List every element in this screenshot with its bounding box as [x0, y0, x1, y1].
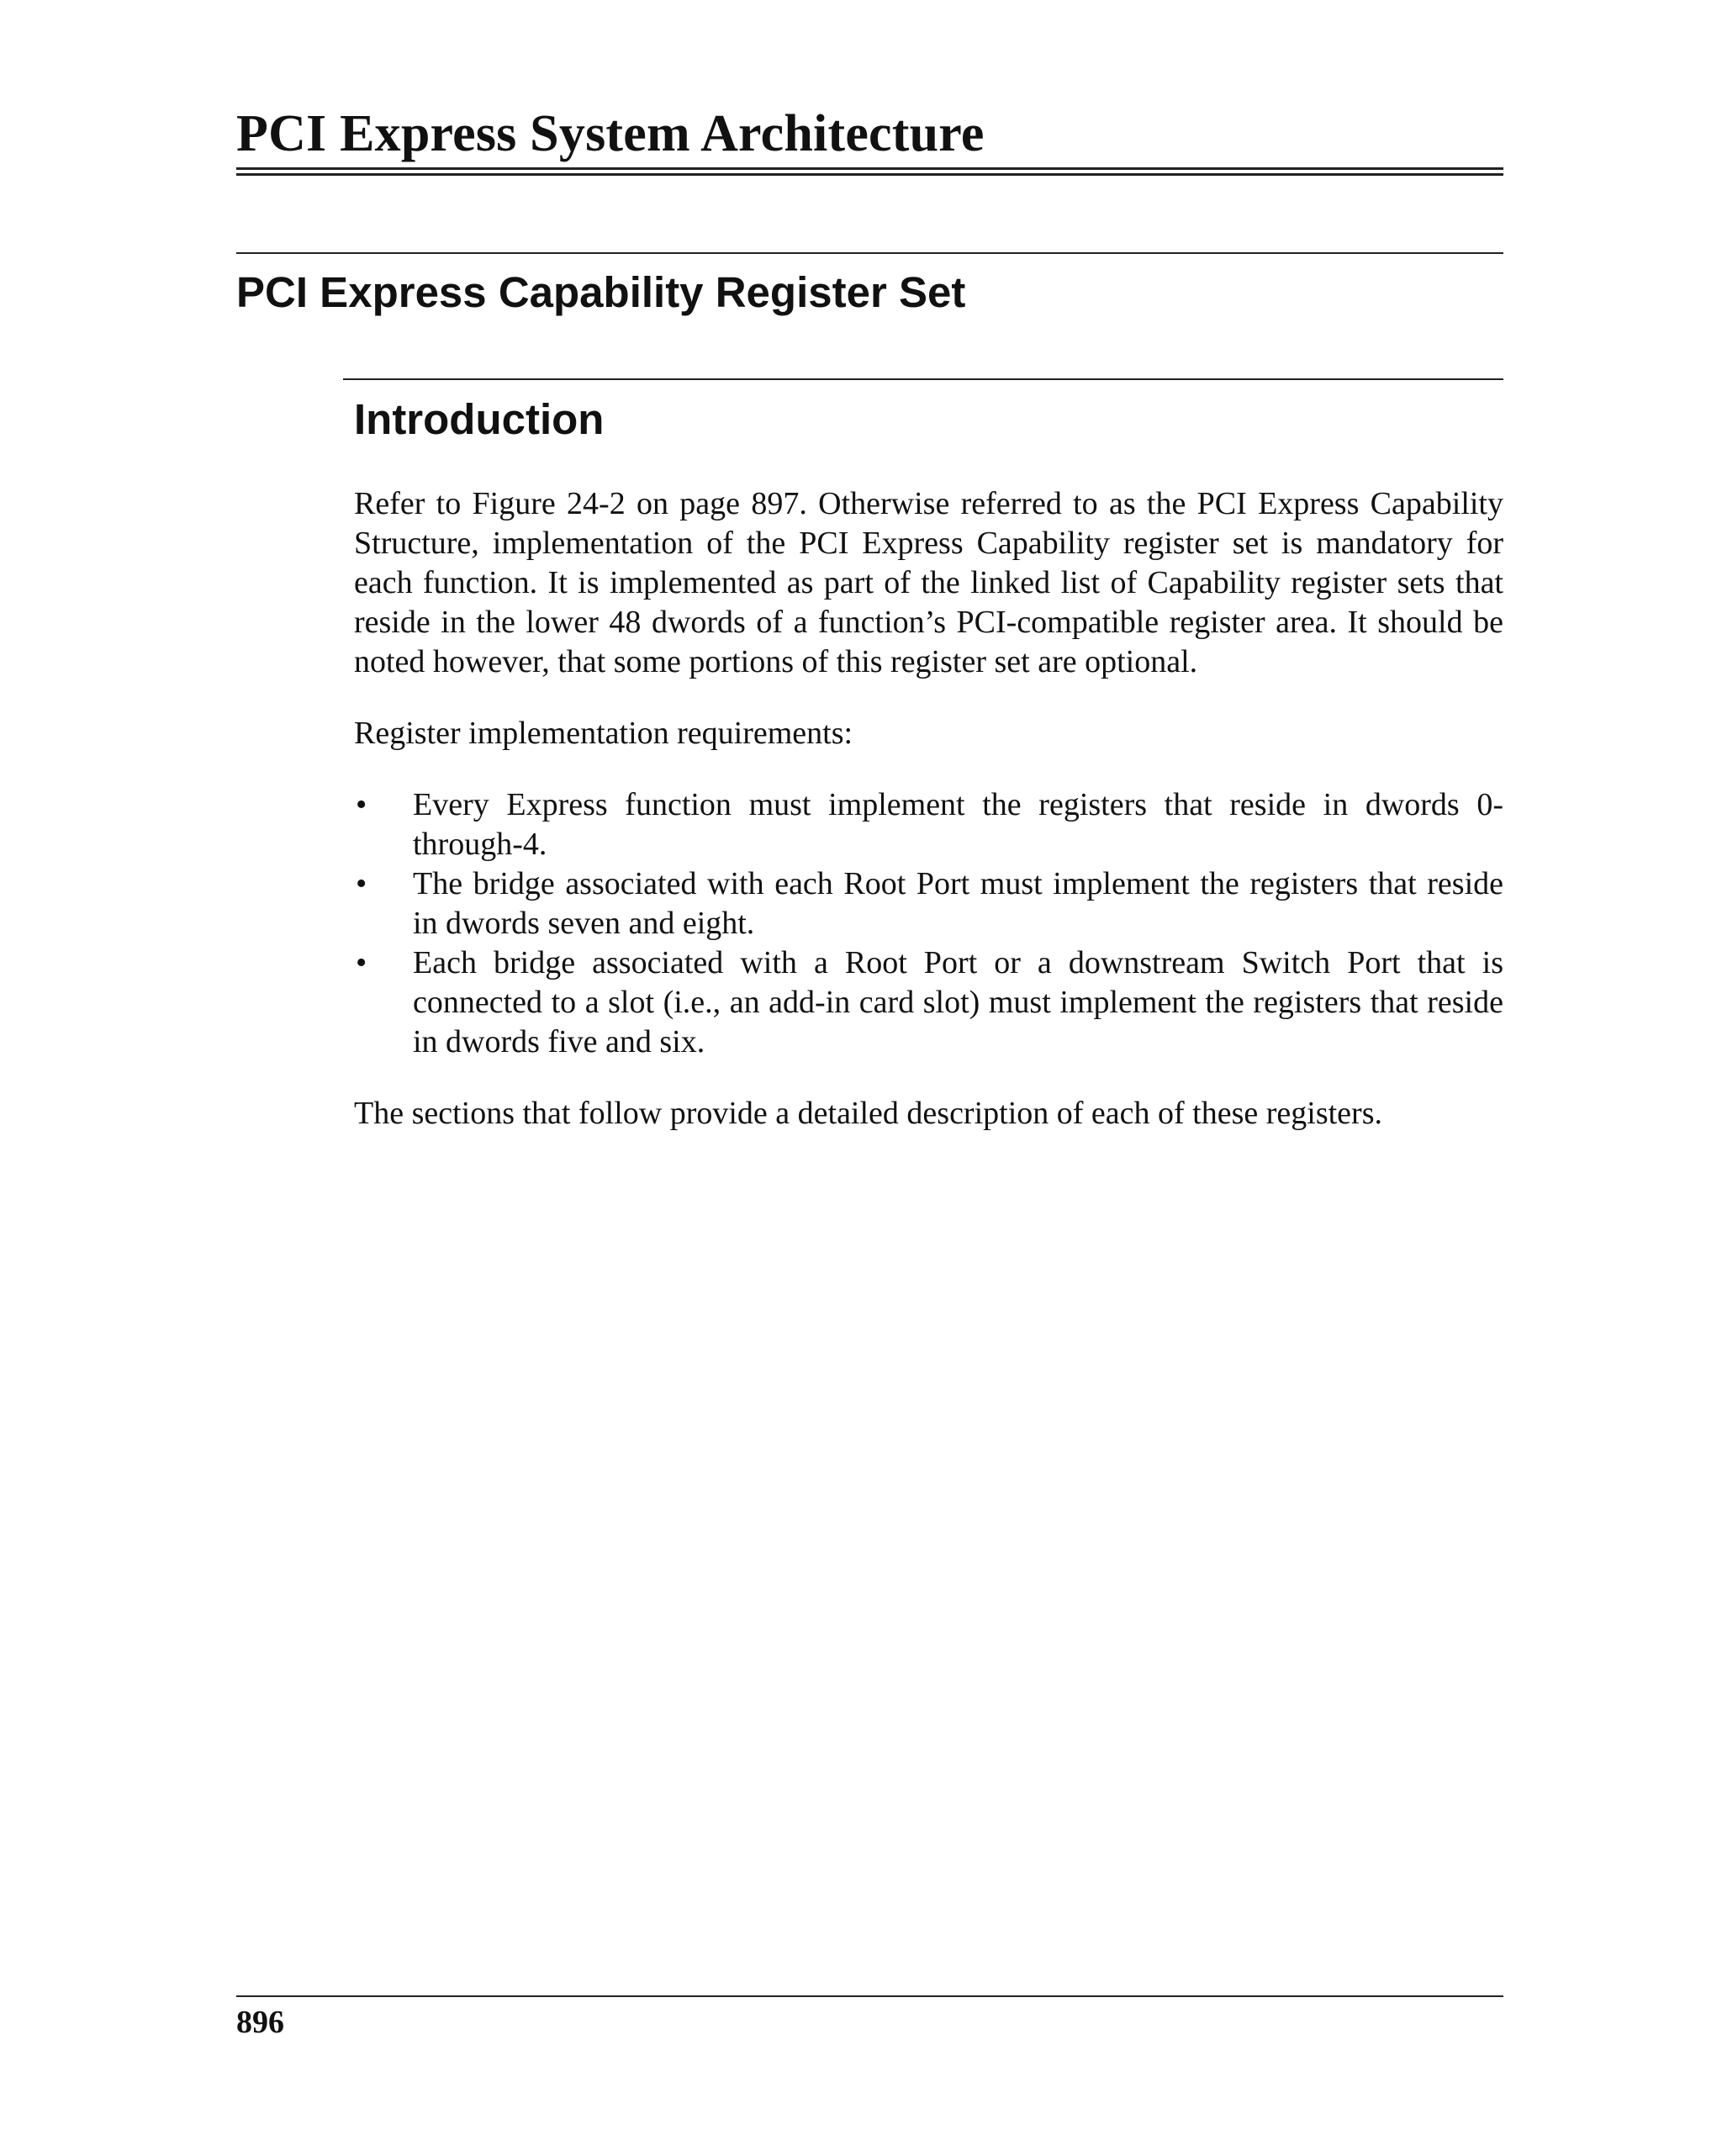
bullet-mark: • — [356, 866, 367, 901]
chapter-title: PCI Express Capability Register Set — [236, 268, 966, 316]
running-head-rule-bottom — [236, 173, 1503, 176]
paragraph-closing: The sections that follow provide a detailed description of each of these registers. — [354, 1096, 1382, 1131]
bullet-mark: • — [356, 945, 367, 980]
running-head: PCI Express System Architecture — [236, 105, 985, 162]
footer-rule — [236, 1995, 1503, 1997]
bullet-mark: • — [356, 787, 367, 822]
section-rule — [343, 378, 1503, 380]
section-title: Introduction — [354, 395, 605, 443]
running-head-rule-top — [236, 167, 1503, 170]
list-item — [354, 864, 1503, 943]
chapter-rule — [236, 252, 1503, 254]
paragraph-intro: Refer to Figure 24-2 on page 897. Otherwise referred to as the PCI Express Capability Structure, implementation of the PCI Express Capability register set is mandatory for each function. It is implemented as part of the linked list of Capability register sets that reside in the lower 48 dwords of a function’s PCI-​compatible register area. It should be noted however, that some portions of this register set are optional. — [354, 486, 1503, 679]
list-item — [354, 785, 1503, 864]
list-item-text: Each bridge associated with a Root Port or a downstream Switch Port that is connected to a slot (i.e., an add-in card slot) must implement the registers that reside in dwords five and six. — [413, 945, 1503, 1060]
list-item — [354, 943, 1503, 1062]
body-text — [354, 484, 1503, 1133]
list-item-text: The bridge associated with each Root Port must implement the registers that reside in dwords seven and eight. — [413, 866, 1503, 941]
paragraph-requirements-lead: Register implementation requirements: — [354, 716, 853, 751]
requirements-list — [354, 785, 1503, 1062]
page-number: 896 — [236, 2005, 284, 2040]
list-item-text: Every Express function must implement the registers that reside in dwords 0-through-4. — [413, 787, 1503, 862]
